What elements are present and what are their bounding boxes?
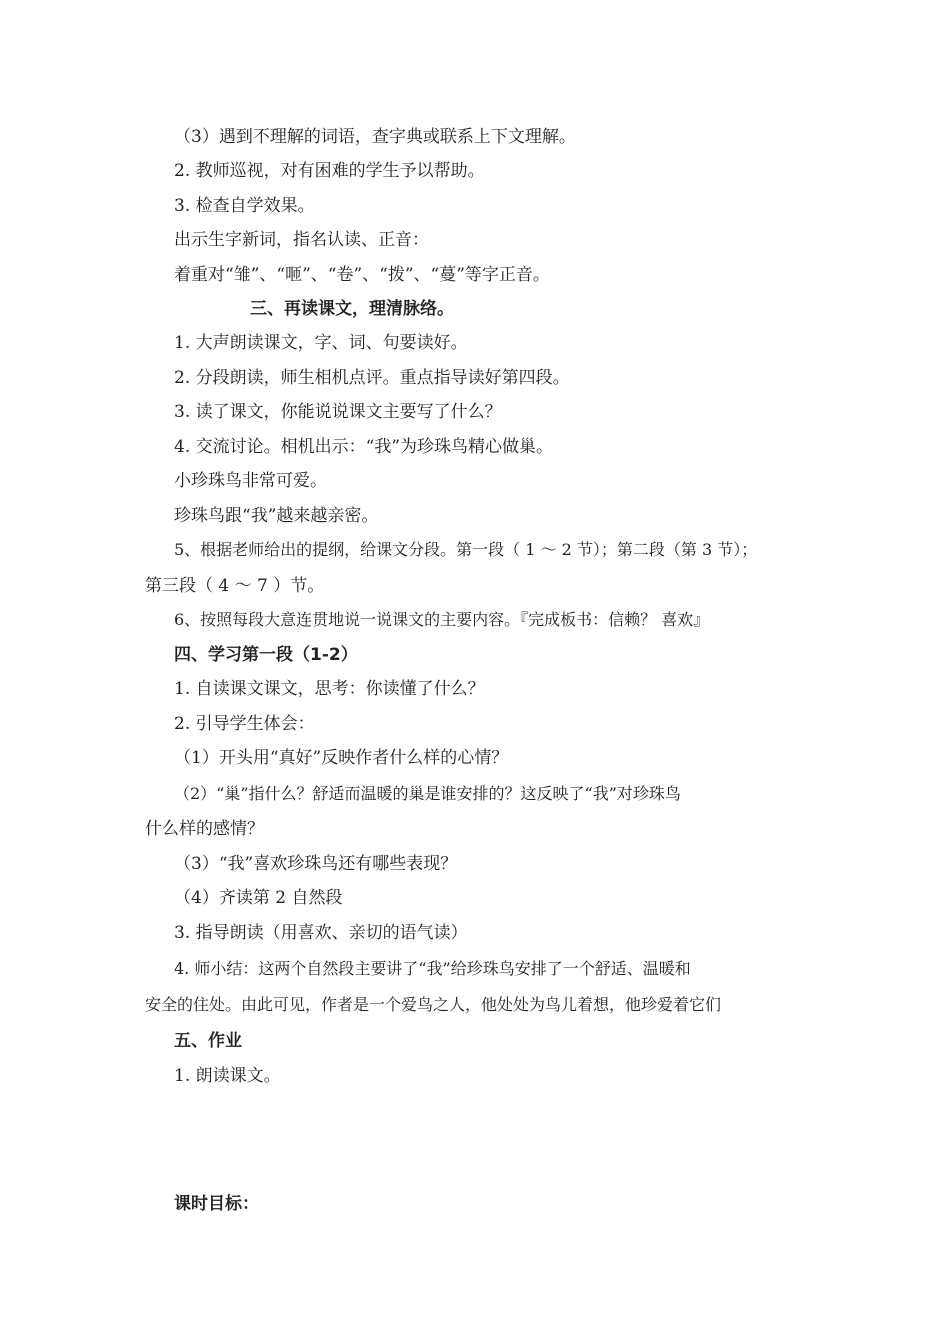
- text-line: 2. 分段朗读，师生相机点评。重点指导读好第四段。: [174, 368, 570, 388]
- section-heading: 五、作业: [174, 1031, 242, 1051]
- text-line: 3. 指导朗读（用喜欢、亲切的语气读）: [174, 923, 468, 943]
- text-line: 着重对“雏”、“咂”、“卷”、“拨”、“蔓”等字正音。: [174, 265, 550, 285]
- text-line: 4. 师小结：这两个自然段主要讲了“我”给珍珠鸟安排了一个舒适、温暖和: [174, 959, 691, 978]
- text-line: 珍珠鸟跟“我”越来越亲密。: [174, 506, 379, 526]
- text-line: 2. 引导学生体会：: [174, 714, 315, 734]
- section-heading: 三、再读课文，理清脉络。: [250, 299, 454, 319]
- text-line: （2）“巢”指什么？舒适而温暖的巢是谁安排的？这反映了“我”对珍珠鸟: [174, 784, 681, 803]
- section-heading: 四、学习第一段（1-2）: [174, 645, 358, 665]
- text-line: 6、按照每段大意连贯地说一说课文的主要内容。『完成板书：信赖？ 喜欢』: [174, 610, 710, 629]
- text-line: 5、根据老师给出的提纲，给课文分段。第一段（ 1 ～ 2 节）；第二段（第 3 节）；: [174, 540, 758, 559]
- section-heading: 课时目标：: [174, 1194, 259, 1214]
- text-line: 4. 交流讨论。相机出示：“我”为珍珠鸟精心做巢。: [174, 437, 554, 457]
- text-line: 第三段（ 4 ～ 7 ）节。: [145, 576, 325, 596]
- text-line: 2. 教师巡视，对有困难的学生予以帮助。: [174, 161, 485, 181]
- text-line: 什么样的感情？: [145, 819, 264, 839]
- text-line: 1. 朗读课文。: [174, 1066, 281, 1086]
- text-line: 小珍珠鸟非常可爱。: [174, 471, 327, 491]
- text-line: （3）遇到不理解的词语，查字典或联系上下文理解。: [174, 127, 576, 147]
- text-line: 3. 检查自学效果。: [174, 196, 315, 216]
- text-line: 3. 读了课文，你能说说课文主要写了什么？: [174, 402, 502, 422]
- text-line: 1. 自读课文课文，思考：你读懂了什么？: [174, 679, 485, 699]
- text-line: 安全的住处。由此可见，作者是一个爱鸟之人，他处处为鸟儿着想，他珍爱着它们: [145, 995, 722, 1014]
- text-line: 1. 大声朗读课文，字、词、句要读好。: [174, 333, 468, 353]
- text-line: 出示生字新词，指名认读、正音：: [174, 230, 429, 250]
- text-line: （1）开头用“真好”反映作者什么样的心情？: [174, 748, 509, 768]
- text-line: （3）“我”喜欢珍珠鸟还有哪些表现？: [174, 854, 458, 874]
- text-line: （4）齐读第 2 自然段: [174, 888, 343, 908]
